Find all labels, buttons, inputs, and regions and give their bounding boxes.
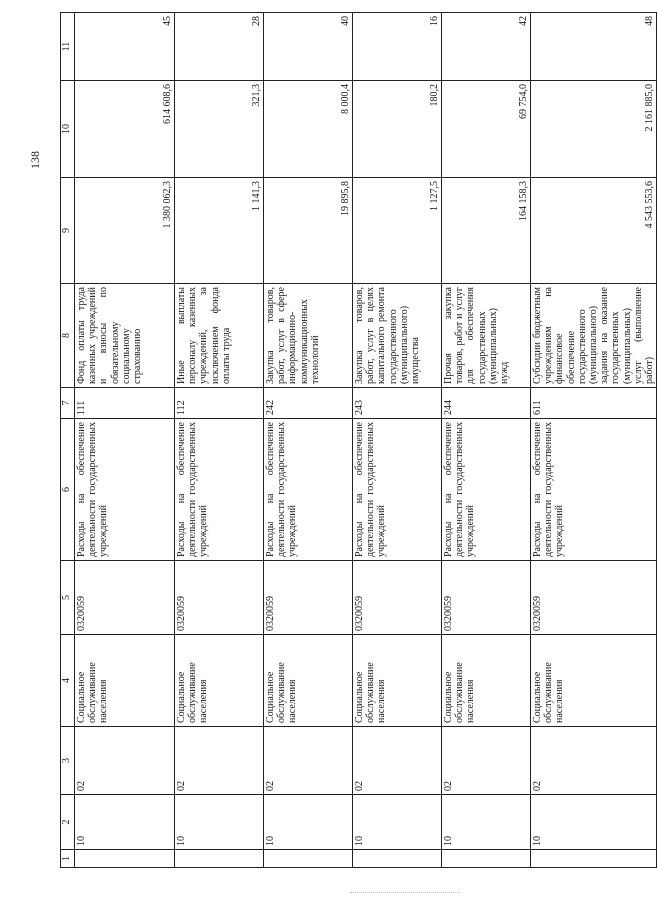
page-number: 138 xyxy=(28,151,42,169)
rotated-page-content xyxy=(60,13,655,868)
cell-article-name: Расходы на обеспечение деятельности государственных учреждений xyxy=(353,419,442,561)
header-cell: 5 xyxy=(61,561,75,635)
cell-section: 10 xyxy=(442,795,531,850)
cell-percent: 42 xyxy=(442,13,531,81)
cell-amount-plan: 19 895,8 xyxy=(264,178,353,284)
cell-amount-actual: 180,2 xyxy=(353,81,442,178)
cell-subsection-name: Социальное обслуживание населения xyxy=(531,635,657,727)
cell-amount-actual: 8 000,4 xyxy=(264,81,353,178)
cell-amount-actual: 69 754,0 xyxy=(442,81,531,178)
cell-article-name: Расходы на обеспечение деятельности государственных учреждений xyxy=(264,419,353,561)
cell-target-article: 0320059 xyxy=(353,561,442,635)
cell-amount-plan: 1 380 062,3 xyxy=(75,178,175,284)
cell-col1 xyxy=(75,850,175,868)
header-cell: 9 xyxy=(61,178,75,284)
header-cell: 7 xyxy=(61,388,75,419)
table-row xyxy=(531,13,657,868)
cell-expense-name: Прочая закупка товаров, работ и услуг для обеспечения государственных (муниципальных) нужд xyxy=(442,284,531,388)
cell-expense-name: Закупка товаров, работ, услуг в целях капитального ремонта государственного (муниципального) имущества xyxy=(353,284,442,388)
cell-amount-plan: 1 127,5 xyxy=(353,178,442,284)
cell-subsection-name: Социальное обслуживание населения xyxy=(75,635,175,727)
cell-expense-type: 243 xyxy=(353,388,442,419)
header-cell: 10 xyxy=(61,81,75,178)
header-cell: 4 xyxy=(61,635,75,727)
table-row xyxy=(175,13,264,868)
cell-percent: 16 xyxy=(353,13,442,81)
cell-col1 xyxy=(442,850,531,868)
cell-expense-name: Фонд оплаты труда казенных учреждений и взносы по обязательному социальному страхованию xyxy=(75,284,175,388)
cell-amount-actual: 2 161 885,0 xyxy=(531,81,657,178)
table-row xyxy=(353,13,442,868)
cell-amount-actual: 614 608,6 xyxy=(75,81,175,178)
cell-subsection-name: Социальное обслуживание населения xyxy=(353,635,442,727)
cell-expense-type: 611 xyxy=(531,388,657,419)
cell-percent: 28 xyxy=(175,13,264,81)
cell-target-article: 0320059 xyxy=(175,561,264,635)
cell-section: 10 xyxy=(175,795,264,850)
cell-subsection: 02 xyxy=(353,727,442,795)
header-cell: 8 xyxy=(61,284,75,388)
cell-col1 xyxy=(353,850,442,868)
cell-col1 xyxy=(531,850,657,868)
cell-percent: 48 xyxy=(531,13,657,81)
cell-article-name: Расходы на обеспечение деятельности государственных учреждений xyxy=(442,419,531,561)
table-row xyxy=(264,13,353,868)
header-cell: 6 xyxy=(61,419,75,561)
header-cell: 2 xyxy=(61,795,75,850)
table-row xyxy=(442,13,531,868)
cell-subsection-name: Социальное обслуживание населения xyxy=(442,635,531,727)
cell-article-name: Расходы на обеспечение деятельности государственных учреждений xyxy=(531,419,657,561)
cell-expense-type: 112 xyxy=(175,388,264,419)
cell-amount-plan: 164 158,3 xyxy=(442,178,531,284)
cell-amount-plan: 1 141,3 xyxy=(175,178,264,284)
cell-section: 10 xyxy=(531,795,657,850)
header-cell: 3 xyxy=(61,727,75,795)
header-row xyxy=(61,13,75,868)
cell-section: 10 xyxy=(353,795,442,850)
cell-subsection-name: Социальное обслуживание населения xyxy=(175,635,264,727)
cell-target-article: 0320059 xyxy=(531,561,657,635)
scan-artifact xyxy=(350,892,460,894)
cell-percent: 45 xyxy=(75,13,175,81)
cell-article-name: Расходы на обеспечение деятельности государственных учреждений xyxy=(75,419,175,561)
cell-expense-name: Закупка товаров, работ, услуг в сфере информационно-коммуникационных технологий xyxy=(264,284,353,388)
cell-subsection: 02 xyxy=(531,727,657,795)
cell-subsection: 02 xyxy=(175,727,264,795)
cell-target-article: 0320059 xyxy=(442,561,531,635)
header-cell: 11 xyxy=(61,13,75,81)
cell-target-article: 0320059 xyxy=(264,561,353,635)
cell-section: 10 xyxy=(75,795,175,850)
cell-expense-type: 244 xyxy=(442,388,531,419)
cell-expense-type: 242 xyxy=(264,388,353,419)
cell-col1 xyxy=(264,850,353,868)
budget-table xyxy=(60,12,657,868)
cell-amount-plan: 4 543 553,6 xyxy=(531,178,657,284)
cell-subsection: 02 xyxy=(75,727,175,795)
cell-expense-name: Субсидии бюджетным учреждениям на финансовое обеспечение государственного (муниципального) задания на оказание государственных (муниципальных) услуг (выполнение работ) xyxy=(531,284,657,388)
cell-expense-type: 111 xyxy=(75,388,175,419)
cell-target-article: 0320059 xyxy=(75,561,175,635)
header-cell: 1 xyxy=(61,850,75,868)
cell-amount-actual: 321,3 xyxy=(175,81,264,178)
cell-subsection: 02 xyxy=(442,727,531,795)
cell-percent: 40 xyxy=(264,13,353,81)
cell-section: 10 xyxy=(264,795,353,850)
cell-article-name: Расходы на обеспечение деятельности государственных учреждений xyxy=(175,419,264,561)
table-row xyxy=(75,13,175,868)
cell-expense-name: Иные выплаты персоналу казенных учреждений, за исключением фонда оплаты труда xyxy=(175,284,264,388)
cell-col1 xyxy=(175,850,264,868)
cell-subsection-name: Социальное обслуживание населения xyxy=(264,635,353,727)
cell-subsection: 02 xyxy=(264,727,353,795)
